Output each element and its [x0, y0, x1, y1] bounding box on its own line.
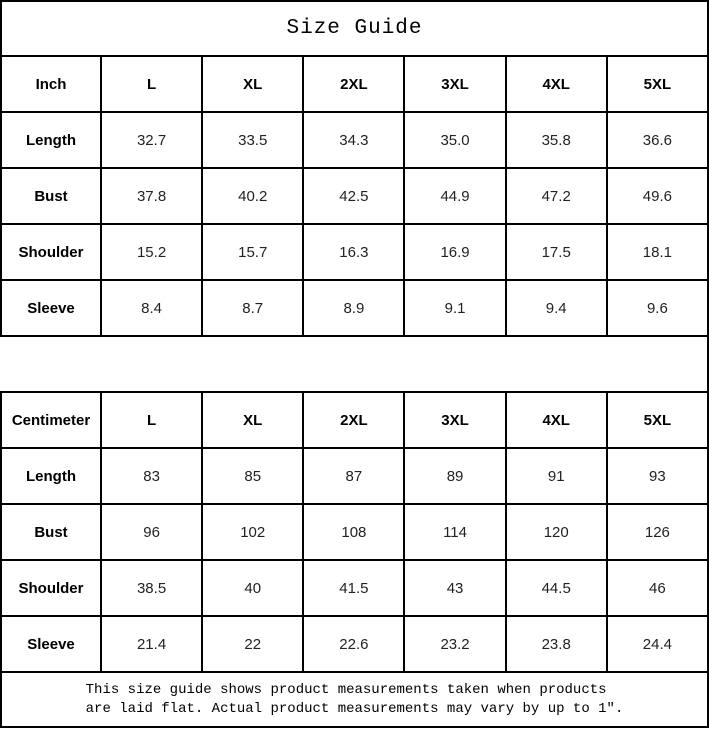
- measurement-cell: 23.2: [404, 616, 505, 672]
- measurement-cell: 47.2: [506, 168, 607, 224]
- table-row-length-cm: [1, 448, 708, 504]
- size-column-header-2xl: 2XL: [303, 392, 404, 448]
- unit-header-inch: Inch: [1, 56, 101, 112]
- measurement-cell: 22.6: [303, 616, 404, 672]
- measurement-cell: 34.3: [303, 112, 404, 168]
- measurement-cell: 40.2: [202, 168, 303, 224]
- size-column-header-l: L: [101, 56, 202, 112]
- footer-note: [1, 672, 708, 727]
- measurement-cell: 102: [202, 504, 303, 560]
- table-row-length-inch: [1, 112, 708, 168]
- measurement-cell: 46: [607, 560, 708, 616]
- title-row: [1, 1, 708, 56]
- table-row-sleeve-cm: [1, 616, 708, 672]
- measurement-cell: 44.9: [404, 168, 505, 224]
- measurement-cell: 35.8: [506, 112, 607, 168]
- table-row-sleeve-inch: [1, 280, 708, 336]
- size-column-header-3xl: 3XL: [404, 56, 505, 112]
- measurement-cell: 8.7: [202, 280, 303, 336]
- measurement-cell: 93: [607, 448, 708, 504]
- measurement-cell: 18.1: [607, 224, 708, 280]
- size-column-header-5xl: 5XL: [607, 56, 708, 112]
- measurement-cell: 44.5: [506, 560, 607, 616]
- size-column-header-4xl: 4XL: [506, 56, 607, 112]
- table-row-shoulder-cm: [1, 560, 708, 616]
- row-label-shoulder: Shoulder: [1, 560, 101, 616]
- measurement-cell: 32.7: [101, 112, 202, 168]
- table-row-bust-inch: [1, 168, 708, 224]
- measurement-cell: 8.4: [101, 280, 202, 336]
- row-label-sleeve: Sleeve: [1, 280, 101, 336]
- size-column-header-xl: XL: [202, 56, 303, 112]
- measurement-cell: 41.5: [303, 560, 404, 616]
- inch-header-row: [1, 56, 708, 112]
- size-column-header-xl: XL: [202, 392, 303, 448]
- measurement-cell: 17.5: [506, 224, 607, 280]
- row-label-bust: Bust: [1, 504, 101, 560]
- centimeter-header-row: [1, 392, 708, 448]
- measurement-cell: 38.5: [101, 560, 202, 616]
- row-label-length: Length: [1, 448, 101, 504]
- measurement-cell: 114: [404, 504, 505, 560]
- measurement-cell: 120: [506, 504, 607, 560]
- footer-note-text: [86, 681, 624, 719]
- measurement-cell: 85: [202, 448, 303, 504]
- measurement-cell: 40: [202, 560, 303, 616]
- measurement-cell: 91: [506, 448, 607, 504]
- measurement-cell: 21.4: [101, 616, 202, 672]
- size-column-header-5xl: 5XL: [607, 392, 708, 448]
- page-title: Size Guide: [1, 1, 708, 56]
- measurement-cell: 43: [404, 560, 505, 616]
- size-column-header-2xl: 2XL: [303, 56, 404, 112]
- size-column-header-3xl: 3XL: [404, 392, 505, 448]
- measurement-cell: 33.5: [202, 112, 303, 168]
- measurement-cell: 83: [101, 448, 202, 504]
- spacer-cell: [1, 336, 708, 392]
- measurement-cell: 37.8: [101, 168, 202, 224]
- table-row-shoulder-inch: [1, 224, 708, 280]
- footer-row: [1, 672, 708, 727]
- measurement-cell: 15.2: [101, 224, 202, 280]
- measurement-cell: 9.6: [607, 280, 708, 336]
- spacer-row: [1, 336, 708, 392]
- measurement-cell: 24.4: [607, 616, 708, 672]
- footer-line-1: This size guide shows product measurements taken when products: [85, 681, 607, 698]
- measurement-cell: 89: [404, 448, 505, 504]
- measurement-cell: 16.3: [303, 224, 404, 280]
- size-column-header-4xl: 4XL: [506, 392, 607, 448]
- row-label-bust: Bust: [1, 168, 101, 224]
- measurement-cell: 42.5: [303, 168, 404, 224]
- measurement-cell: 36.6: [607, 112, 708, 168]
- measurement-cell: 22: [202, 616, 303, 672]
- measurement-cell: 96: [101, 504, 202, 560]
- measurement-cell: 15.7: [202, 224, 303, 280]
- measurement-cell: 9.4: [506, 280, 607, 336]
- measurement-cell: 8.9: [303, 280, 404, 336]
- size-column-header-l: L: [101, 392, 202, 448]
- row-label-shoulder: Shoulder: [1, 224, 101, 280]
- row-label-sleeve: Sleeve: [1, 616, 101, 672]
- measurement-cell: 126: [607, 504, 708, 560]
- measurement-cell: 87: [303, 448, 404, 504]
- unit-header-centimeter: Centimeter: [1, 392, 101, 448]
- measurement-cell: 108: [303, 504, 404, 560]
- measurement-cell: 16.9: [404, 224, 505, 280]
- row-label-length: Length: [1, 112, 101, 168]
- footer-line-2: are laid flat. Actual product measurements may vary by up to 1″.: [85, 700, 624, 717]
- measurement-cell: 35.0: [404, 112, 505, 168]
- table-row-bust-cm: [1, 504, 708, 560]
- measurement-cell: 23.8: [506, 616, 607, 672]
- measurement-cell: 49.6: [607, 168, 708, 224]
- measurement-cell: 9.1: [404, 280, 505, 336]
